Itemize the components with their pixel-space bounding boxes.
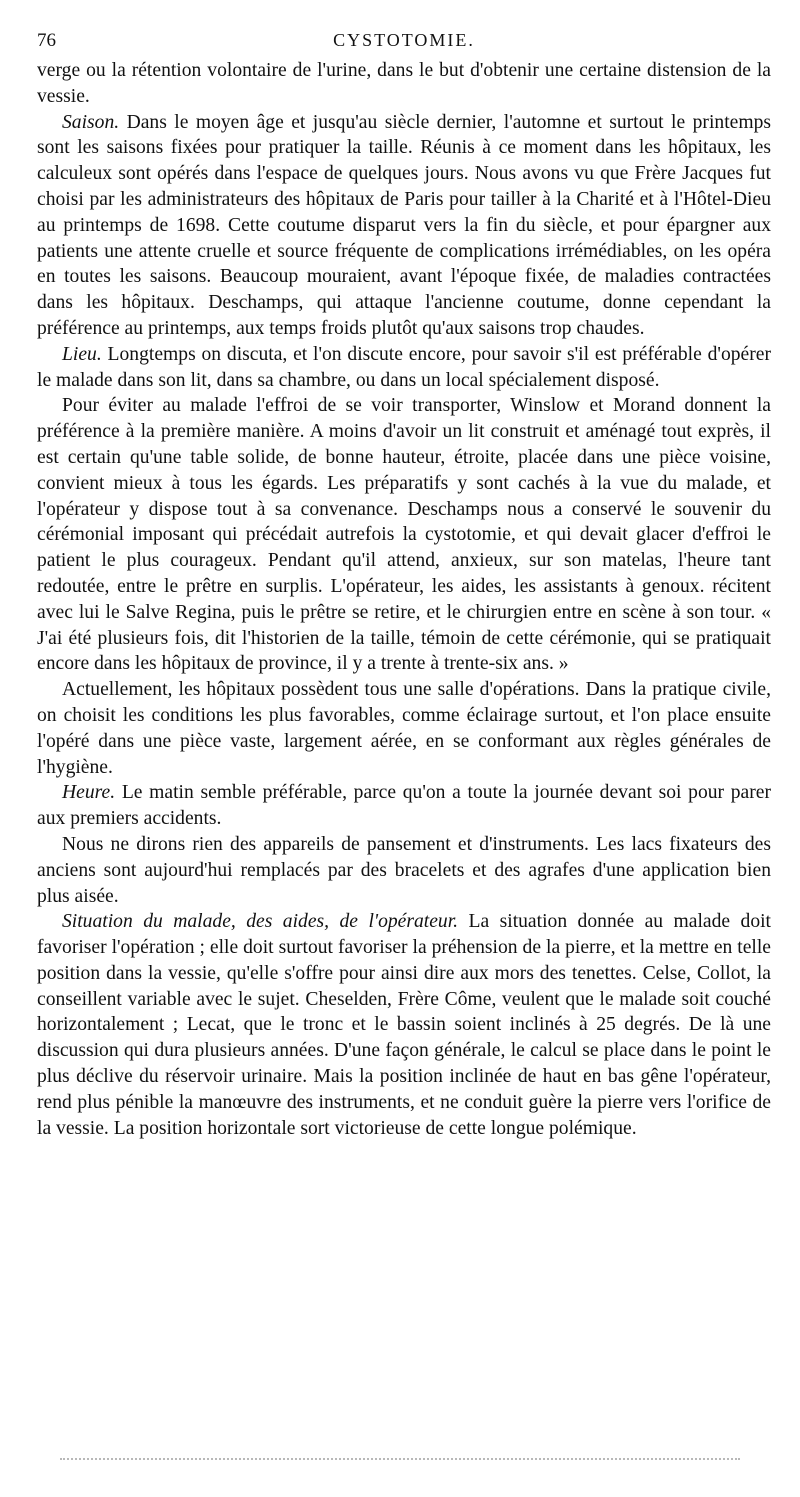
body-text <box>37 58 771 1141</box>
paragraph-continuation <box>37 58 771 110</box>
page-header <box>37 30 771 58</box>
paragraph-text: verge ou la rétention volontaire de l'urine, dans le but d'obtenir une certaine distension de la vessie. <box>37 60 771 107</box>
page <box>37 30 771 1141</box>
paragraph-text: Longtemps on discuta, et l'on discute encore, pour savoir s'il est préférable d'opérer le malade dans son lit, dans sa chambre, ou dans un local spécialement disposé. <box>37 343 771 391</box>
paragraph-actuellement <box>37 677 771 780</box>
paragraph-situation <box>37 909 771 1141</box>
paragraph-saison <box>37 110 771 342</box>
paragraph-heure <box>37 780 771 832</box>
paragraph-transport <box>37 393 771 677</box>
paragraph-text: Actuellement, les hôpitaux possèdent tous une salle d'opérations. Dans la pratique civile, on choisit les conditions les plus favorables, comme éclairage surtout, et l'on place ensuite l'opéré dans une pièce vaste, largement aérée, en se conformant aux règles générales de l'hygiène. <box>37 679 771 778</box>
section-lead-saison: Saison. <box>62 111 120 133</box>
page-number: 76 <box>37 30 56 51</box>
paragraph-lieu <box>37 342 771 394</box>
running-title: CYSTOTOMIE. <box>333 30 475 50</box>
paragraph-text: Dans le moyen âge et jusqu'au siècle dernier, l'automne et surtout le printemps sont les saisons fixées pour pratiquer la taille. Réunis à ce moment dans les hôpitaux, les calculeux sont opérés dans l'espace de quelques jours. Nous avons vu que Frère Jacques fut choisi par les administrateurs des hôpitaux de Paris pour tailler à la Charité et à l'Hôtel-Dieu au printemps de 1698. Cette coutume disparut vers la fin du siècle, et pour épargner aux patients une attente cruelle et source fréquente de complications irrémédiables, on les opéra en toutes les saisons. Beaucoup mouraient, avant l'époque fixée, de maladies contractées dans les hôpitaux. Deschamps, qui attaque l'ancienne coutume, donne cependant la préférence au printemps, aux temps froids plutôt qu'aux saisons trop chaudes. <box>37 111 771 339</box>
paragraph-text: Nous ne dirons rien des appareils de pansement et d'instruments. Les lacs fixateurs des anciens sont aujourd'hui remplacés par des bracelets et des agrafes d'une application bien plus aisée. <box>37 833 771 907</box>
paragraph-appareils <box>37 832 771 909</box>
paragraph-text: Pour éviter au malade l'effroi de se voir transporter, Winslow et Morand donnent la préférence à la première manière. A moins d'avoir un lit construit et aménagé tout exprès, il est certain qu'une table solide, de bonne hauteur, étroite, placée dans une pièce voisine, convient mieux à tous les égards. Les préparatifs y sont cachés à la vue du malade, et l'opérateur y dispose tout à sa convenance. Deschamps nous a conservé le souvenir du cérémonial imposant qui précédait autrefois la cystotomie, et qui devait glacer d'effroi le patient le plus courageux. Pendant qu'il attend, anxieux, sur son matelas, l'heure tant redoutée, entre le prêtre en surplis. L'opérateur, les aides, les assistants à genoux. récitent avec lui le Salve Regina, puis le prêtre se retire, et le chirurgien entre en scène à son tour. « J'ai été plusieurs fois, dit l'historien de la taille, témoin de cette cérémonie, qui se pratiquait encore dans les hôpitaux de province, il y a trente à trente-six ans. » <box>37 395 771 675</box>
footer-divider <box>60 1458 740 1460</box>
section-lead-heure: Heure. <box>62 782 116 804</box>
paragraph-text: La situation donnée au malade doit favoriser l'opération ; elle doit surtout favoriser la préhension de la pierre, et la mettre en telle position dans la vessie, qu'elle s'offre pour ainsi dire aux mors des tenettes. Celse, Collot, la conseillent variable avec le sujet. Cheselden, Frère Côme, veulent que le malade soit couché horizontalement ; Lecat, que le tronc et le bassin soient inclinés à 25 degrés. De là une discussion qui dura plusieurs années. D'une façon générale, le calcul se place dans le point le plus déclive du réservoir urinaire. Mais la position inclinée de haut en bas gêne l'opérateur, rend plus pénible la manœuvre des instruments, et ne conduit guère la pierre vers l'orifice de la vessie. La position horizontale sort victorieuse de cette longue polémique. <box>37 911 771 1139</box>
section-lead-lieu: Lieu. <box>62 343 102 365</box>
section-lead-situation: Situation du malade, des aides, de l'opérateur. <box>62 911 459 933</box>
paragraph-text: Le matin semble préférable, parce qu'on a toute la journée devant soi pour parer aux premiers accidents. <box>37 782 771 830</box>
